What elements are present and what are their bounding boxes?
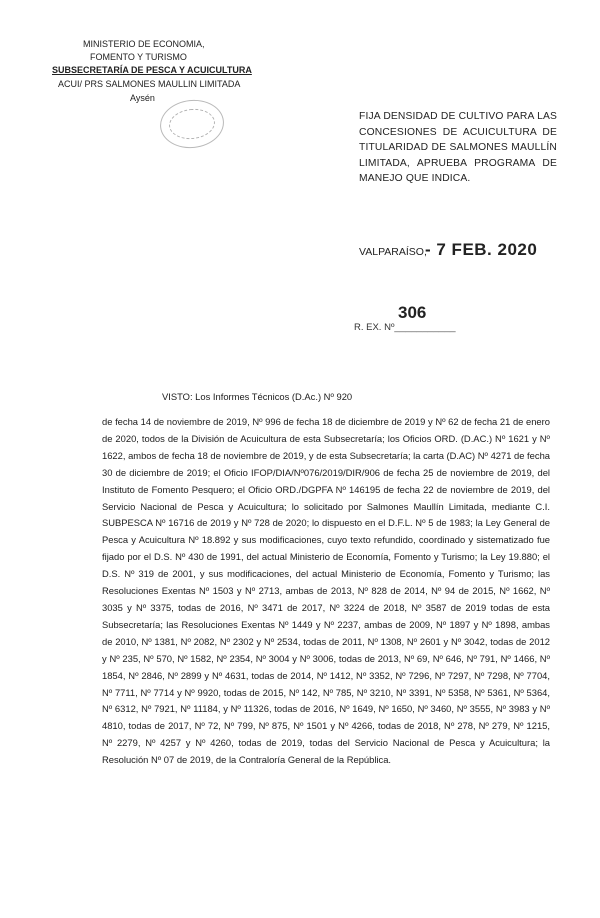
resolution-title: FIJA DENSIDAD DE CULTIVO PARA LAS CONCESIONES DE ACUICULTURA DE TITULARIDAD DE SALMONES MAULLÍN LIMITADA, APRUEBA PROGRAMA DE MANEJO QUE INDICA. — [359, 111, 557, 185]
official-seal-stamp — [158, 97, 227, 151]
resolution-number-label: R. EX. Nº___________ — [354, 322, 456, 333]
region-label: Aysén — [130, 93, 155, 103]
resolution-date: - 7 FEB. 2020 — [425, 240, 538, 259]
ministry-line-1: MINISTERIO DE ECONOMIA, — [83, 39, 205, 49]
visto-first-line: VISTO: Los Informes Técnicos (D.Ac.) Nº 920 — [162, 391, 353, 402]
resolution-prefix: R. EX. Nº — [354, 322, 395, 333]
acui-reference: ACUI/ PRS SALMONES MAULLIN LIMITADA — [58, 79, 241, 89]
place-label: VALPARAÍSO, — [359, 246, 427, 258]
subsecretaria-label: SUBSECRETARÍA DE PESCA Y ACUICULTURA — [52, 65, 252, 75]
visto-body: de fecha 14 de noviembre de 2019, Nº 996 de fecha 18 de diciembre de 2019 y Nº 62 de fecha 21 de enero de 2020, todos de la División de Acuicultura de esta Subsecretaría; los Oficios ORD. (D.AC.) Nº 1621 y Nº 1622, ambos de fecha 18 de noviembre de 2019, y de esta Subsecretaría; la carta (D.AC) Nº 4271 de fecha 30 de diciembre de 2019; el Oficio IFOP/DIA/Nº076/2019/DIR/906 de fecha 25 de noviembre de 2019, del Instituto de Fomento Pesquero; el Oficio ORD./DGPFA Nº 146195 de fecha 22 de noviembre de 2019, del Servicio Nacional de Pesca y Acuicultura; lo solicitado por Salmones Maullín Limitada, mediante C.I. SUBPESCA Nº 16716 de 2019 y Nº 728 de 2020; lo dispuesto en el D.F.L. Nº 5 de 1983; la Ley General de Pesca y Acuicultura Nº 18.892 y sus modificaciones, cuyo texto refundido, coordinado y sistematizado fue fijado por el D.S. Nº 430 de 1991, del actual Ministerio de Economía, Fomento y Turismo; la Ley 19.880; el D.S. Nº 319 de 2001, y sus modificaciones, del actual Ministerio de Economía, Fomento y Turismo; las Resoluciones Exentas Nº 1503 y Nº 2713, ambas de 2013, Nº 828 de 2014, Nº 94 de 2015, Nº 1662, Nº 3035 y Nº 3375, todas de 2016, Nº 3471 de 2017, Nº 3224 de 2018, Nº 3587 de 2019 todas de esta Subsecretaría; las Resoluciones Exentas Nº 1449 y Nº 2237, ambas de 2009, Nº 1897 y Nº 1898, ambas de 2010, Nº 1381, Nº 2082, Nº 2302 y Nº 2534, todas de 2011, Nº 1308, Nº 2601 y Nº 3042, todas de 2012 y Nº 235, Nº 570, Nº 1582, Nº 2354, Nº 3004 y Nº 3006, todas de 2013, Nº 69, Nº 646, Nº 791, Nº 1466, Nº 1854, Nº 2846, Nº 2899 y Nº 4631, todas de 2014, Nº 1412, Nº 3352, Nº 7296, Nº 7297, Nº 7298, Nº 7704, Nº 7711, Nº 7714 y Nº 9920, todas de 2015, Nº 142, Nº 785, Nº 3210, Nº 3391, Nº 5358, Nº 5361, Nº 5364, Nº 6312, Nº 7921, Nº 11184, y Nº 11326, todas de 2016, Nº 1649, Nº 1650, Nº 3460, Nº 3555, Nº 3983 y Nº 4810, todas de 2017, Nº 72, Nº 799, Nº 875, Nº 1501 y Nº 4266, todas de 2018, Nº 278, Nº 279, Nº 1215, Nº 2279, Nº 4257 y Nº 4260, todas de 2019, todas del Servicio Nacional de Pesca y Acuicultura; la Resolución Nº 07 de 2019, de la Contraloría General de la República. — [102, 416, 550, 766]
resolution-number: 306 — [398, 303, 427, 322]
ministry-line-2: FOMENTO Y TURISMO — [90, 52, 187, 62]
